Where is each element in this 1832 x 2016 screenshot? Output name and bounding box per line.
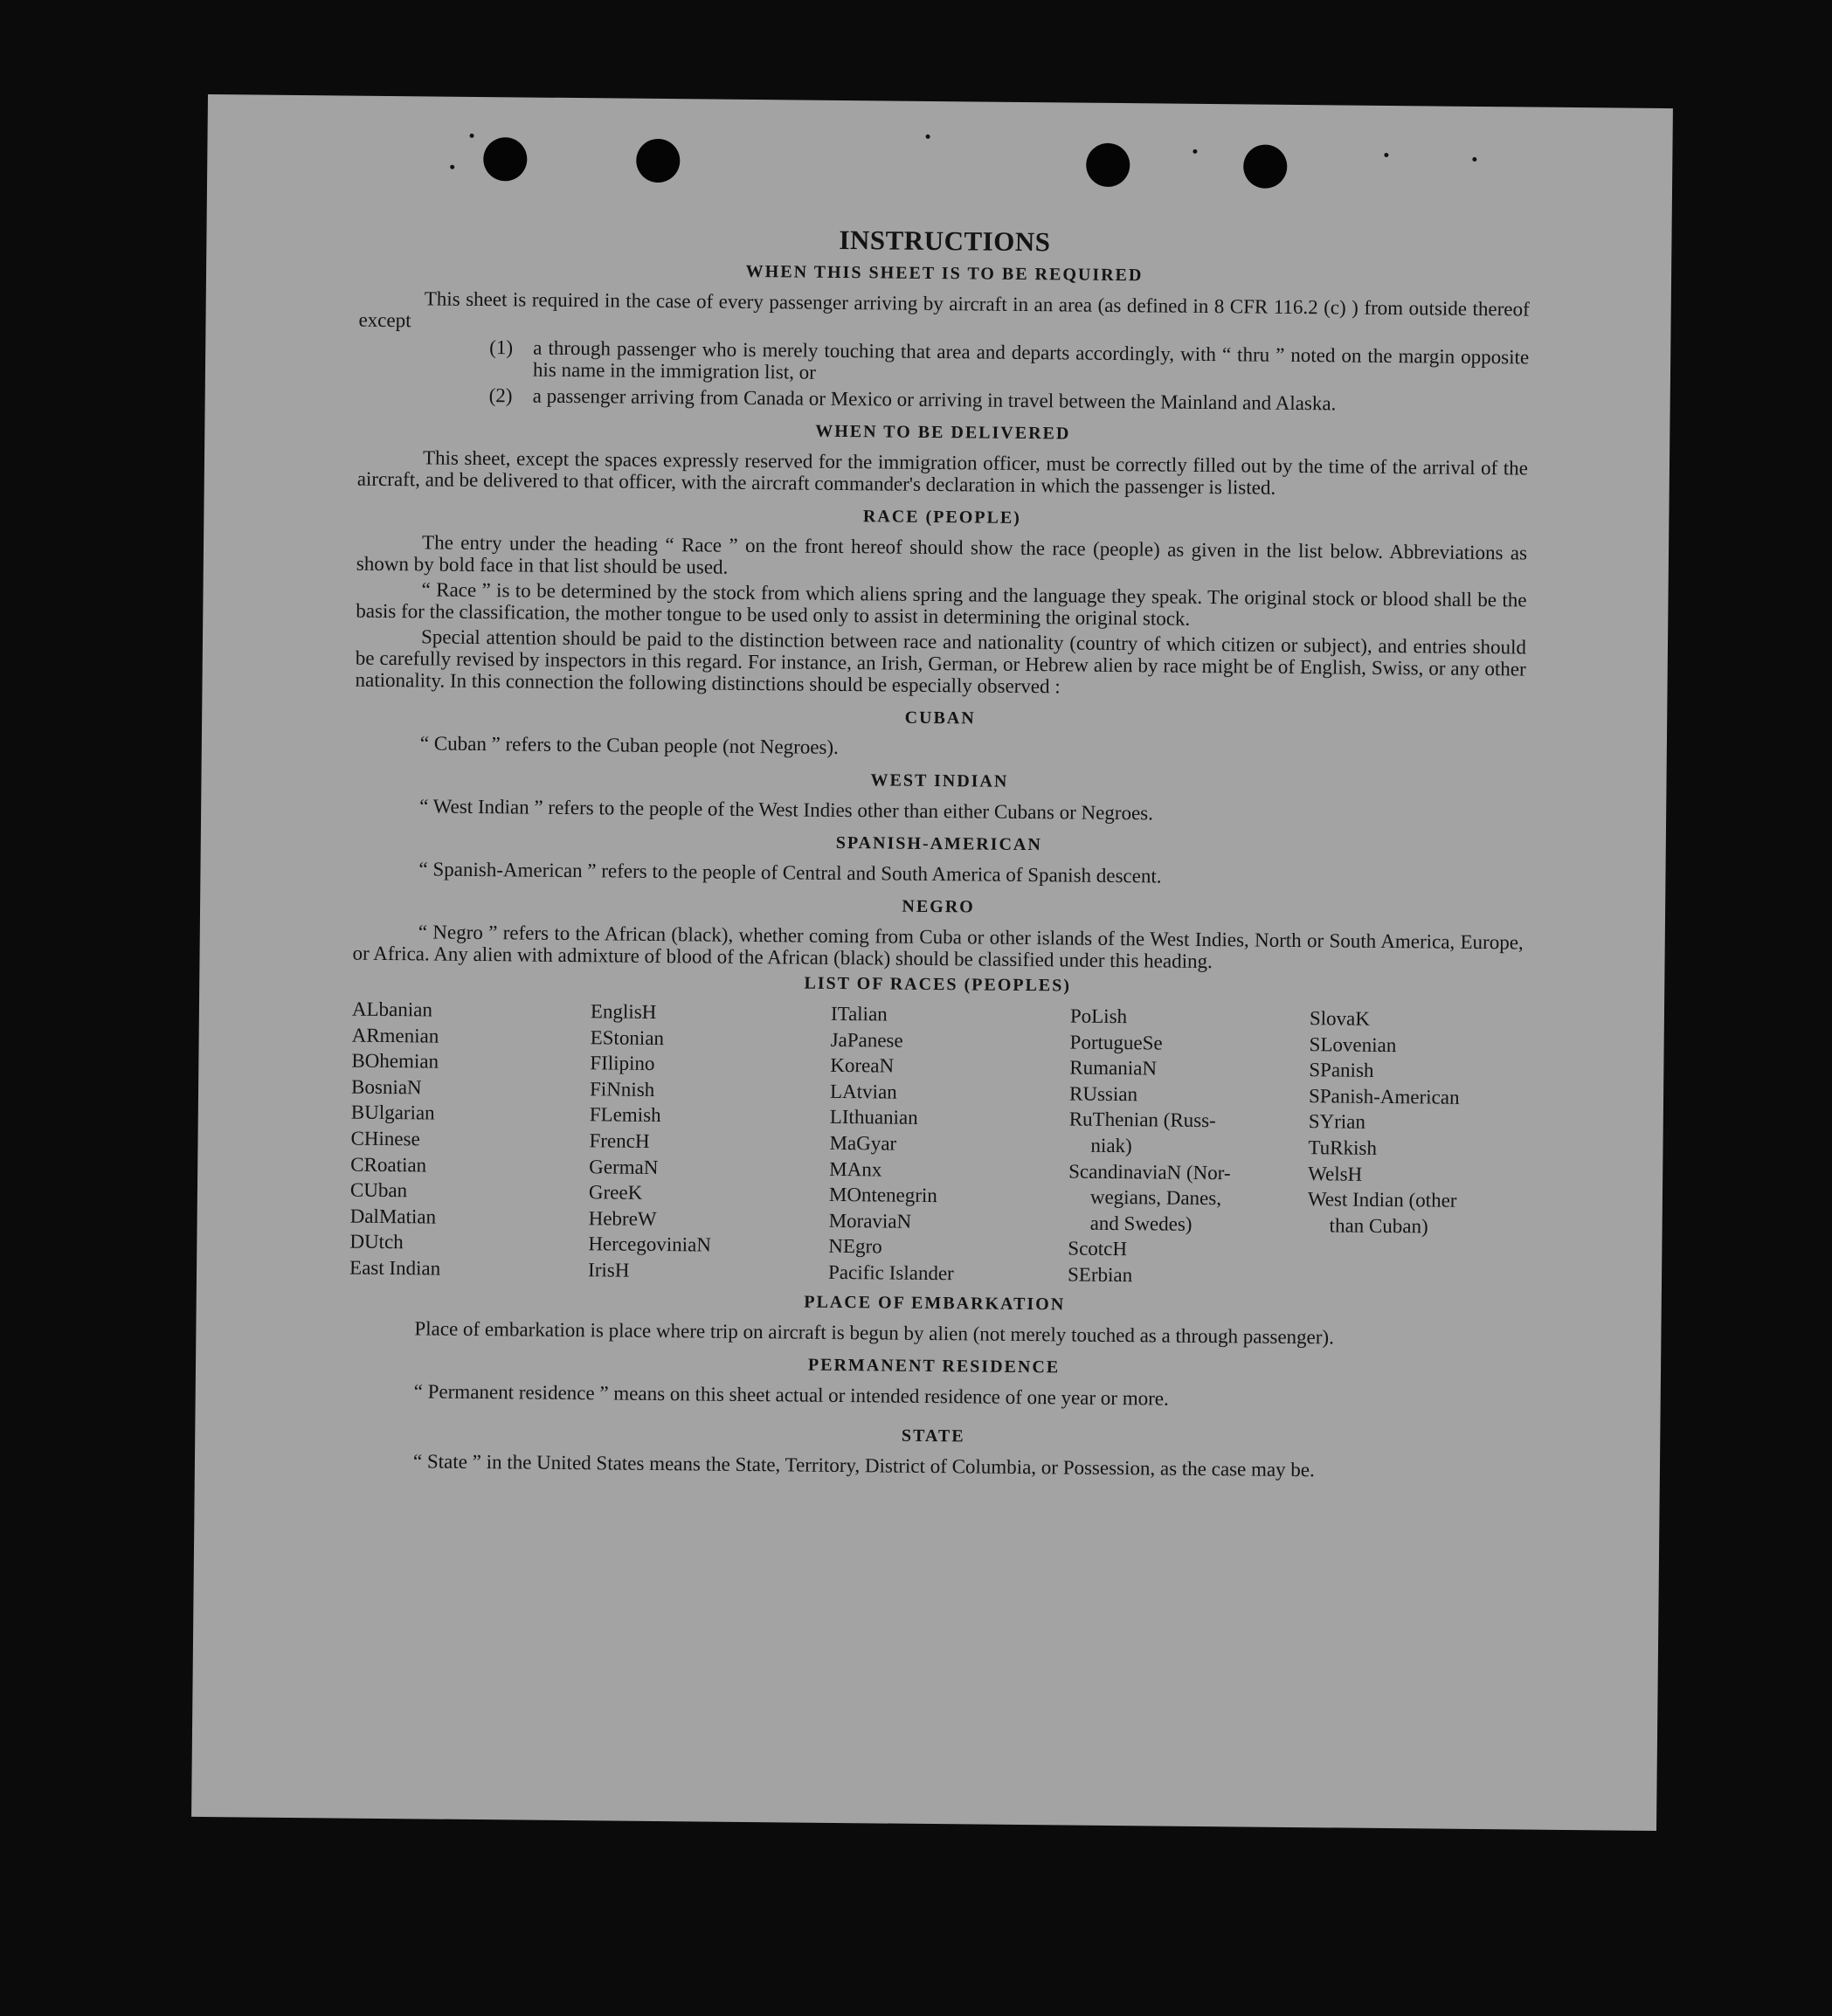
- speck: [470, 134, 474, 138]
- race-entry: RUssian: [1068, 1082, 1138, 1106]
- speck: [1472, 157, 1476, 162]
- race-entry: DUtch: [349, 1230, 404, 1253]
- section-heading: LIST OF RACES (PEOPLES): [804, 973, 1072, 996]
- race-entry: CUban: [349, 1178, 408, 1202]
- race-entry: FLemish: [589, 1103, 661, 1127]
- race-entry: FiNnish: [589, 1078, 655, 1101]
- race-entry: and Swedes): [1089, 1212, 1193, 1235]
- race-entry: ARmenian: [351, 1024, 439, 1047]
- speck: [1193, 149, 1197, 154]
- race-entry: BosniaN: [350, 1075, 422, 1099]
- race-list: [349, 997, 1523, 1292]
- punch-hole: [636, 139, 680, 183]
- race-entry: [1307, 1238, 1520, 1266]
- section-heading: WHEN TO BE DELIVERED: [815, 421, 1071, 444]
- section-heading: WEST INDIAN: [870, 770, 1009, 791]
- race-entry: Pacific Islander: [827, 1260, 954, 1285]
- definition: “ Cuban ” refers to the Cuban people (not Negroes).: [419, 732, 839, 758]
- race-entry: IrisH: [587, 1259, 630, 1281]
- race-entry: WelsH: [1308, 1162, 1363, 1185]
- list-item: [489, 384, 1529, 416]
- race-entry: RumaniaN: [1069, 1056, 1158, 1080]
- paragraph: Place of embarkation is place where trip on aircraft is begun by alien (not merely touched as a through passenger).: [414, 1316, 1335, 1348]
- race-entry: ALbanian: [351, 998, 433, 1021]
- section-heading: PLACE OF EMBARKATION: [804, 1292, 1066, 1315]
- section-heading: SPANISH-AMERICAN: [835, 832, 1042, 855]
- item-number: (1): [489, 336, 514, 359]
- race-entry: MoraviaN: [828, 1209, 912, 1232]
- item-text: a passenger arriving from Canada or Mexico or arriving in travel between the Mainland and Alaska.: [532, 384, 1337, 415]
- race-entry: HebreW: [588, 1206, 657, 1230]
- race-entry: than Cuban): [1329, 1214, 1428, 1238]
- race-entry: GreeK: [588, 1181, 643, 1204]
- race-entry: ScandinaviaN (Nor-: [1068, 1160, 1231, 1184]
- race-entry: ScotcH: [1068, 1237, 1128, 1260]
- race-entry: EStonian: [590, 1025, 665, 1049]
- race-entry: MAnx: [829, 1157, 882, 1181]
- race-entry: TuRkish: [1308, 1136, 1378, 1159]
- speck: [450, 165, 454, 169]
- race-entry: West Indian (other: [1307, 1188, 1457, 1212]
- definition: “ West Indian ” refers to the people of the West Indies other than either Cubans or Negroes.: [419, 795, 1154, 825]
- race-entry: SPanish: [1309, 1059, 1374, 1082]
- race-entry: PortugueSe: [1069, 1031, 1163, 1054]
- race-entry: East Indian: [349, 1256, 441, 1280]
- section-heading: CUBAN: [904, 708, 976, 728]
- paragraph: This sheet, except the spaces expressly reserved for the immigration officer, must be correctly filled out by the time of the arrival of the aircraft, and be delivered to that officer, with the aircraft commander's declaration in which the passenger is listed.: [356, 446, 1529, 499]
- race-entry: MaGyar: [829, 1131, 897, 1155]
- paragraph: “ Race ” is to be determined by the stock from which aliens spring and the language they speak. The original stock or blood shall be the basis for the classification, the mother tongue to be used only to assist in determining the original stock.: [356, 578, 1527, 630]
- punch-hole: [1243, 144, 1287, 188]
- race-entry: [1307, 1264, 1520, 1292]
- race-entry: wegians, Danes,: [1089, 1185, 1222, 1210]
- race-entry: JaPanese: [830, 1028, 903, 1052]
- paragraph: The entry under the heading “ Race ” on the front hereof should show the race (people) as given in the list below. Abbreviations as shown by bold face in that list should be used.: [356, 531, 1528, 578]
- definition: “ Spanish-American ” refers to the people of Central and South America of Spanish descent.: [418, 858, 1162, 887]
- item-number: (2): [488, 384, 513, 407]
- instructions-text: [348, 220, 1531, 1482]
- paragraph: “ Negro ” refers to the African (black), whether coming from Cuba or other islands of the West Indies, North or South America, Europe, or Africa. Any alien with admixture of blood of the African (black) should be classified under this heading.: [352, 921, 1524, 973]
- paragraph: “ Permanent residence ” means on this sheet actual or intended residence of one year or more.: [413, 1379, 1169, 1410]
- section-heading: WHEN THIS SHEET IS TO BE REQUIRED: [745, 261, 1144, 286]
- paragraph: This sheet is required in the case of every passenger arriving by aircraft in an area (as defined in 8 CFR 116.2 (c) ) from outside thereof except: [358, 287, 1530, 332]
- race-entry: KoreaN: [830, 1054, 895, 1077]
- race-entry: DalMatian: [349, 1205, 437, 1228]
- race-entry: FIlipino: [590, 1052, 655, 1075]
- punch-hole: [1086, 143, 1130, 187]
- race-entry: EnglisH: [590, 1000, 657, 1023]
- paragraph: “ State ” in the United States means the State, Territory, District of Columbia, or Possession, as the case may be.: [412, 1449, 1315, 1481]
- paragraph: Special attention should be paid to the distinction between race and nationality (country of which citizen or subject), and entries should be carefully revised by inspectors in this regard. For instance, an Irish, German, or Hebrew alien by race might be of English, Swiss, or any other nationality. In this connection the following distinctions should be especially observed :: [355, 625, 1527, 698]
- race-entry: niak): [1090, 1134, 1132, 1157]
- race-entry: SYrian: [1308, 1110, 1366, 1134]
- speck: [1384, 153, 1388, 157]
- race-entry: MOntenegrin: [828, 1184, 937, 1207]
- punch-hole: [483, 137, 527, 181]
- race-entry: LAtvian: [829, 1080, 897, 1103]
- section-heading: NEGRO: [902, 896, 975, 917]
- race-entry: LIthuanian: [829, 1106, 918, 1129]
- race-entry: SlovaK: [1309, 1007, 1371, 1030]
- section-heading: STATE: [901, 1426, 965, 1446]
- race-entry: FrencH: [589, 1129, 650, 1152]
- race-entry: NEgro: [828, 1235, 882, 1258]
- list-item: [489, 336, 1529, 390]
- race-entry: SLovenian: [1309, 1032, 1397, 1056]
- race-entry: RuThenian (Russ-: [1068, 1108, 1216, 1132]
- document-page: [191, 94, 1673, 1831]
- race-entry: HercegoviniaN: [588, 1232, 712, 1256]
- race-entry: SPanish-American: [1308, 1084, 1460, 1108]
- race-entry: BUlgarian: [350, 1101, 435, 1124]
- race-entry: ITalian: [830, 1002, 888, 1025]
- race-entry: PoLish: [1069, 1005, 1128, 1028]
- speck: [926, 135, 930, 139]
- section-heading: PERMANENT RESIDENCE: [807, 1355, 1061, 1377]
- section-heading: RACE (PEOPLE): [862, 507, 1021, 528]
- race-entry: GermaN: [589, 1155, 659, 1178]
- race-entry: CRoatian: [350, 1153, 427, 1177]
- page-title: INSTRUCTIONS: [839, 224, 1051, 258]
- race-entry: BOhemian: [351, 1049, 439, 1073]
- race-entry: CHinese: [350, 1127, 420, 1150]
- race-entry: SErbian: [1067, 1263, 1133, 1287]
- item-text: a through passenger who is merely touching that area and departs accordingly, with “ thru ” noted on the margin opposite his name in the immigration list, or: [532, 336, 1530, 383]
